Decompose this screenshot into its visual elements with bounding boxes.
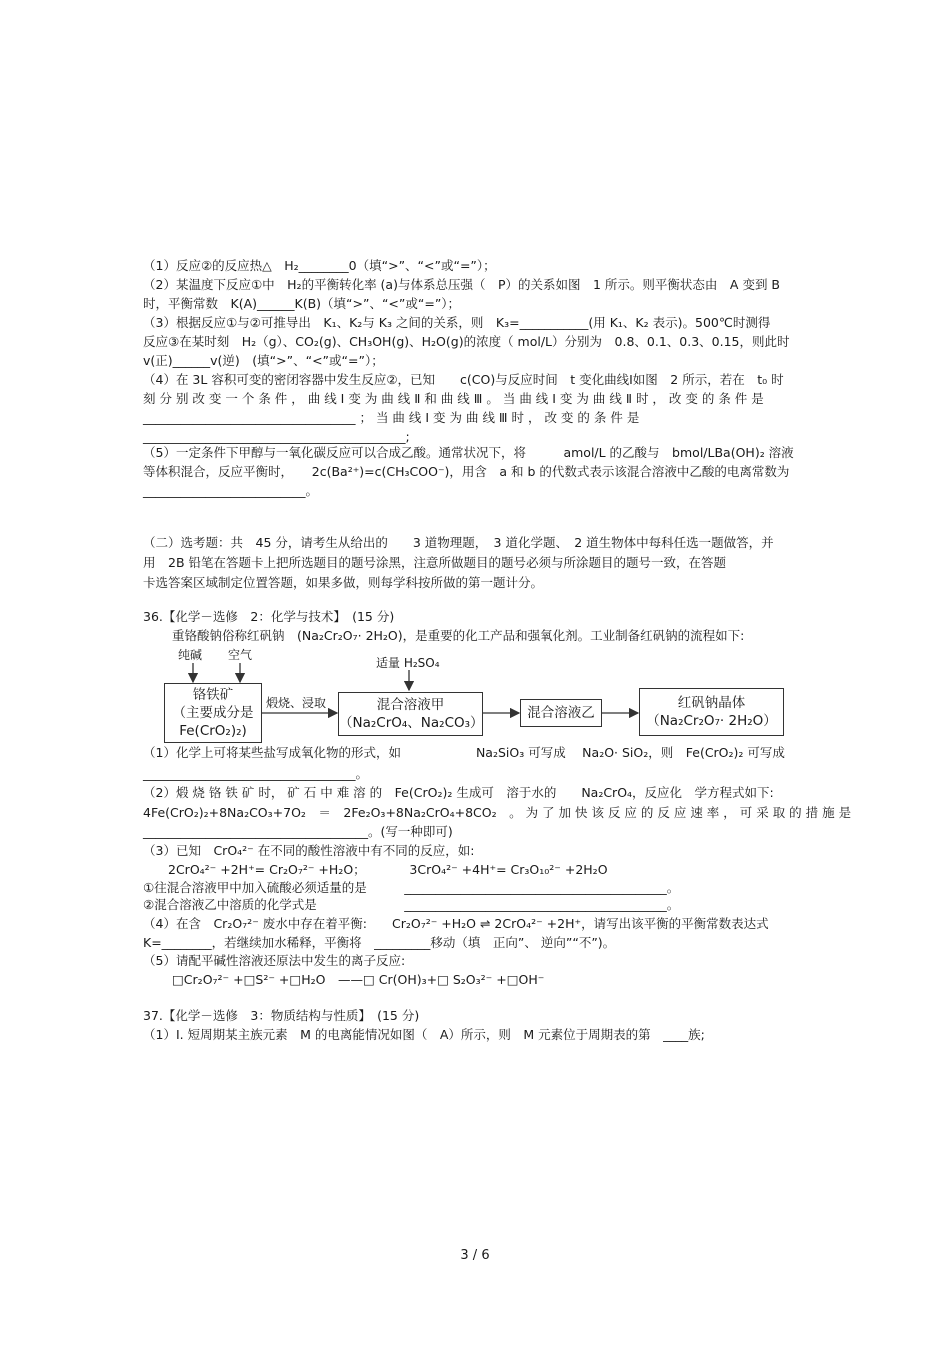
box-solution-a-line1: 混合溶液甲 — [376, 697, 445, 713]
q2-line: （2）某温度下反应①中 H₂的平衡转化率 (a)与体系总压强（ P）的关系如图 1 所示。则平衡状态由 A 变到 B — [143, 277, 780, 292]
q3-line-2: 反应③在某时刻 H₂（g）、CO₂(g)、CH₃OH(g)、H₂O(g)的浓度（ mol/L）分别为 0.8、0.1、0.3、0.15，则此时 — [143, 334, 790, 349]
q3-line: （3）根据反应①与②可推导出 K₁、K₂与 K₃ 之间的关系，则 K₃=___________(用 K₁、K₂ 表示)。500℃时测得 — [143, 315, 771, 330]
q2-line-2: 时，平衡常数 K(A)______K(B)（填“>”、“<”或“=”）； — [143, 296, 461, 311]
input-soda-ash: 纯碱 — [178, 648, 203, 662]
q5-line: （5）一定条件下甲醇与一氧化碳反应可以合成乙酸。通常状况下，将 amol/L 的乙酸与 bmol/LBa(OH)₂ 溶液 — [143, 445, 794, 460]
q36-line: ①往混合溶液甲中加入硫酸必须适量的是 __________________________________________。 — [143, 880, 680, 895]
input-sulfuric-acid: 适量 H₂SO₄ — [376, 656, 440, 670]
elective-line: （二）选考题：共 45 分，请考生从给出的 3 道物理题， 3 道化学题、 2 道生物体中每科任选一题做答，并 — [143, 535, 774, 550]
q36-line: （3）已知 CrO₄²⁻ 在不同的酸性溶液中有不同的反应，如: — [143, 843, 475, 858]
q1-line: （1）反应②的反应热△ H₂________0（填“>”、“<”或“=”）； — [143, 258, 496, 273]
q36-line: （4）在含 Cr₂O₇²⁻ 废水中存在着平衡: Cr₂O₇²⁻ +H₂O ⇌ 2CrO₄²⁻ +2H⁺，请写出该平衡的平衡常数表达式 — [143, 916, 769, 931]
elective-line: 卡选答案区域制定位置答题，如果多做，则每学科按所做的第一题计分。 — [143, 575, 544, 590]
box-solution-b-line1: 混合溶液乙 — [527, 705, 595, 721]
box-solution-b — [520, 699, 602, 727]
q4-line-2: 刻 分 别 改 变 一 个 条 件 ， 曲 线 Ⅰ 变 为 曲 线 Ⅱ 和 曲 线 Ⅲ 。 当 曲 线 Ⅰ 变 为 曲 线 Ⅱ 时 ， 改 变 的 条 件 是 — [143, 391, 764, 406]
q36-title: 36.【化学－选修 2：化学与技术】 (15 分) — [143, 609, 395, 624]
q36-intro: 重铬酸钠俗称红矾钠 (Na₂Cr₂O₇· 2H₂O)，是重要的化工产品和强氧化剂。工业制备红矾钠的流程如下: — [172, 628, 745, 643]
box-solution-a — [338, 692, 483, 736]
q36-line: ②混合溶液乙中溶质的化学式是 __________________________________________。 — [143, 897, 680, 912]
q36-line: （1）化学上可将某些盐写成氧化物的形式，如 Na₂SiO₃ 可写成 Na₂O· SiO₂，则 Fe(CrO₂)₂ 可写成 — [143, 745, 785, 760]
input-air: 空气 — [228, 648, 253, 662]
elective-line: 用 2B 铅笔在答题卡上把所选题目的题号涂黑，注意所做题目的题号必须与所涂题目的题号一致，在答题 — [143, 555, 727, 570]
q36-line: （2）煅 烧 铬 铁 矿 时， 矿 石 中 难 溶 的 Fe(CrO₂)₂ 生成可 溶于水的 Na₂CrO₄，反应化 学方程式如下: — [143, 785, 774, 800]
q36-line: K=________，若继续加水稀释，平衡将 _________移动（填 正向”、 逆向”“不”)。 — [143, 935, 616, 950]
q36-line: 2CrO₄²⁻ +2H⁺= Cr₂O₇²⁻ +H₂O； 3CrO₄²⁻ +4H⁺= Cr₃O₁₀²⁻ +2H₂O — [143, 862, 608, 877]
q4-line-3: __________________________________ ； 当 曲 线 Ⅰ 变 为 曲 线 Ⅲ 时 ， 改 变 的 条 件 是 — [143, 410, 640, 425]
q4-line-4: __________________________________________; — [143, 429, 410, 444]
step-calcine-leach: 煅烧、浸取 — [266, 696, 327, 710]
q36-line: （5）请配平碱性溶液还原法中发生的离子反应: — [143, 953, 406, 968]
q5-line-3: __________________________。 — [143, 483, 319, 498]
box-chromite-line1: 铬铁矿 — [192, 687, 234, 703]
q36-line: 4Fe(CrO₂)₂+8Na₂CO₃+7O₂ ＝ 2Fe₂O₃+8Na₂CrO₄+8CO₂ 。 为 了 加 快 该 反 应 的 反 应 速 率 ， 可 采 取 的 措 施 是 — [143, 805, 852, 820]
box-crystal-line2: （Na₂Cr₂O₇· 2H₂O） — [646, 713, 777, 729]
q36-line: ____________________________________。(写一种即可) — [143, 824, 453, 839]
q36-line: __________________________________。 — [143, 766, 369, 781]
box-chromite-line2: （主要成分是 — [172, 705, 254, 721]
q4-line: （4）在 3L 容积可变的密闭容器中发生反应②，已知 c(CO)与反应时间 t 变化曲线Ⅰ如图 2 所示，若在 t₀ 时 — [143, 372, 784, 387]
page-number: 3 / 6 — [460, 1248, 490, 1263]
box-solution-a-line2: （Na₂CrO₄、Na₂CO₃） — [339, 715, 484, 731]
q5-line-2: 等体积混合，反应平衡时， 2c(Ba²⁺)=c(CH₃COO⁻)，用含 a 和 b 的代数式表示该混合溶液中乙酸的电离常数为 — [143, 464, 790, 479]
q36-line: □Cr₂O₇²⁻ +□S²⁻ +□H₂O ——□ Cr(OH)₃+□ S₂O₃²⁻ +□OH⁻ — [172, 972, 545, 987]
q3-line-3: v(正)______v(逆) (填“>”、“<”或“=”）； — [143, 353, 384, 368]
box-chromite — [164, 683, 262, 743]
box-crystal — [639, 688, 784, 736]
box-chromite-line3: Fe(CrO₂)₂) — [179, 723, 247, 739]
q37-line: （1）I. 短周期某主族元素 M 的电离能情况如图（ A）所示，则 M 元素位于周期表的第 ____族; — [143, 1027, 705, 1042]
box-crystal-line1: 红矾钠晶体 — [677, 695, 746, 711]
q37-title: 37.【化学－选修 3：物质结构与性质】 (15 分) — [143, 1008, 420, 1023]
